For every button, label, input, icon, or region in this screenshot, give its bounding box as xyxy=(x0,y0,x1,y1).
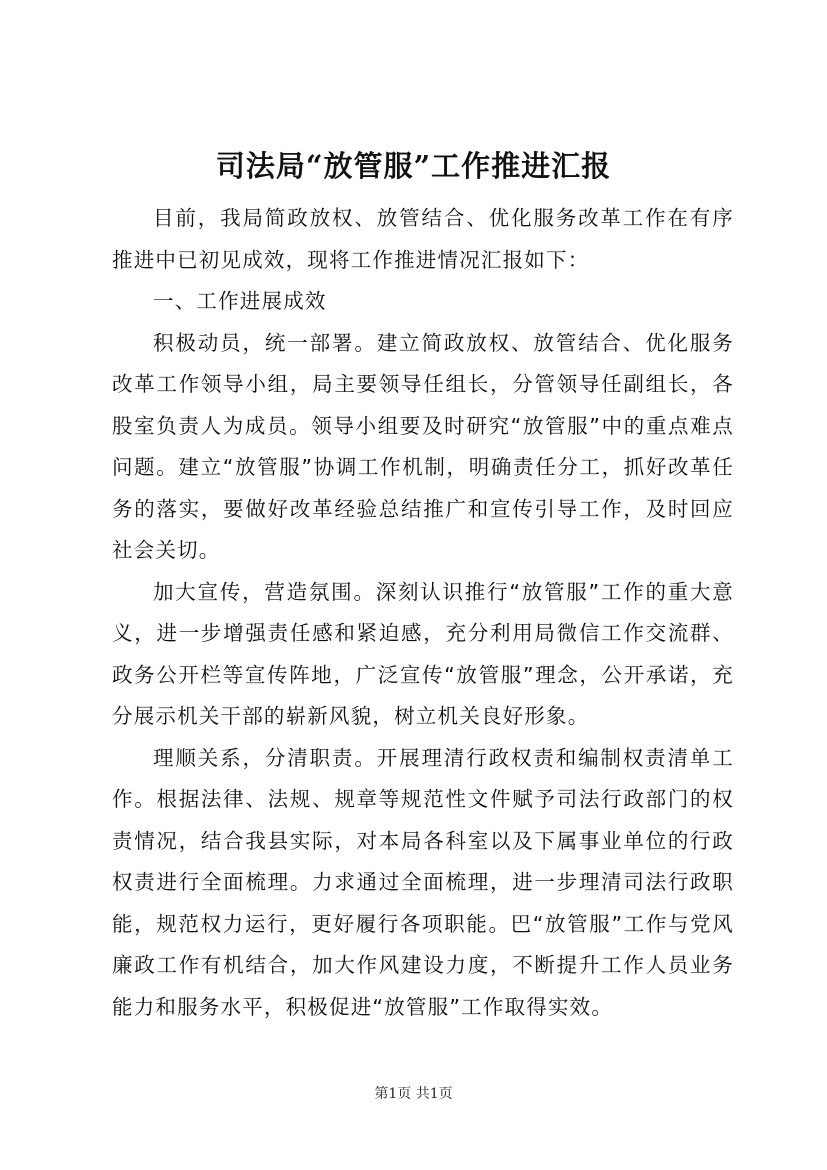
document-body xyxy=(112,198,734,1028)
document-title: 司法局“放管服”工作推进汇报 xyxy=(215,149,612,183)
paragraph-publicity: 加大宣传，营造氛围。深刻认识推行“放管服”工作的重大意义，进一步增强责任感和紧迫感，充分利用局微信工作交流群、政务公开栏等宣传阵地，广泛宣传“放管服”理念，公开承诺，充分展示机关干部的崭新风貌，树立机关良好形象。 xyxy=(112,579,734,728)
paragraph-mobilization: 积极动员，统一部署。建立简政放权、放管结合、优化服务改革工作领导小组，局主要领导任组长，分管领导任副组长，各股室负责人为成员。领导小组要及时研究“放管服”中的重点难点问题。建立“放管服”协调工作机制，明确责任分工，抓好改革任务的落实，要做好改革经验总结推广和宣传引导工作，及时回应社会关切。 xyxy=(112,330,734,562)
paragraph-responsibilities: 理顺关系，分清职责。开展理清行政权责和编制权责清单工作。根据法律、法规、规章等规范性文件赋予司法行政部门的权责情况，结合我县实际，对本局各科室以及下属事业单位的行政权责进行全面梳理。力求通过全面梳理，进一步理清司法行政职能，规范权力运行，更好履行各项职能。巴“放管服”工作与党风廉政工作有机结合，加大作风建设力度，不断提升工作人员业务能力和服务水平，积极促进“放管服”工作取得实效。 xyxy=(112,745,734,1019)
intro-paragraph: 目前，我局简政放权、放管结合、优化服务改革工作在有序推进中已初见成效，现将工作推进情况汇报如下： xyxy=(112,206,734,272)
page-footer: 第1页 共1页 xyxy=(374,1086,453,1102)
section-heading: 一、工作进展成效 xyxy=(153,289,327,313)
